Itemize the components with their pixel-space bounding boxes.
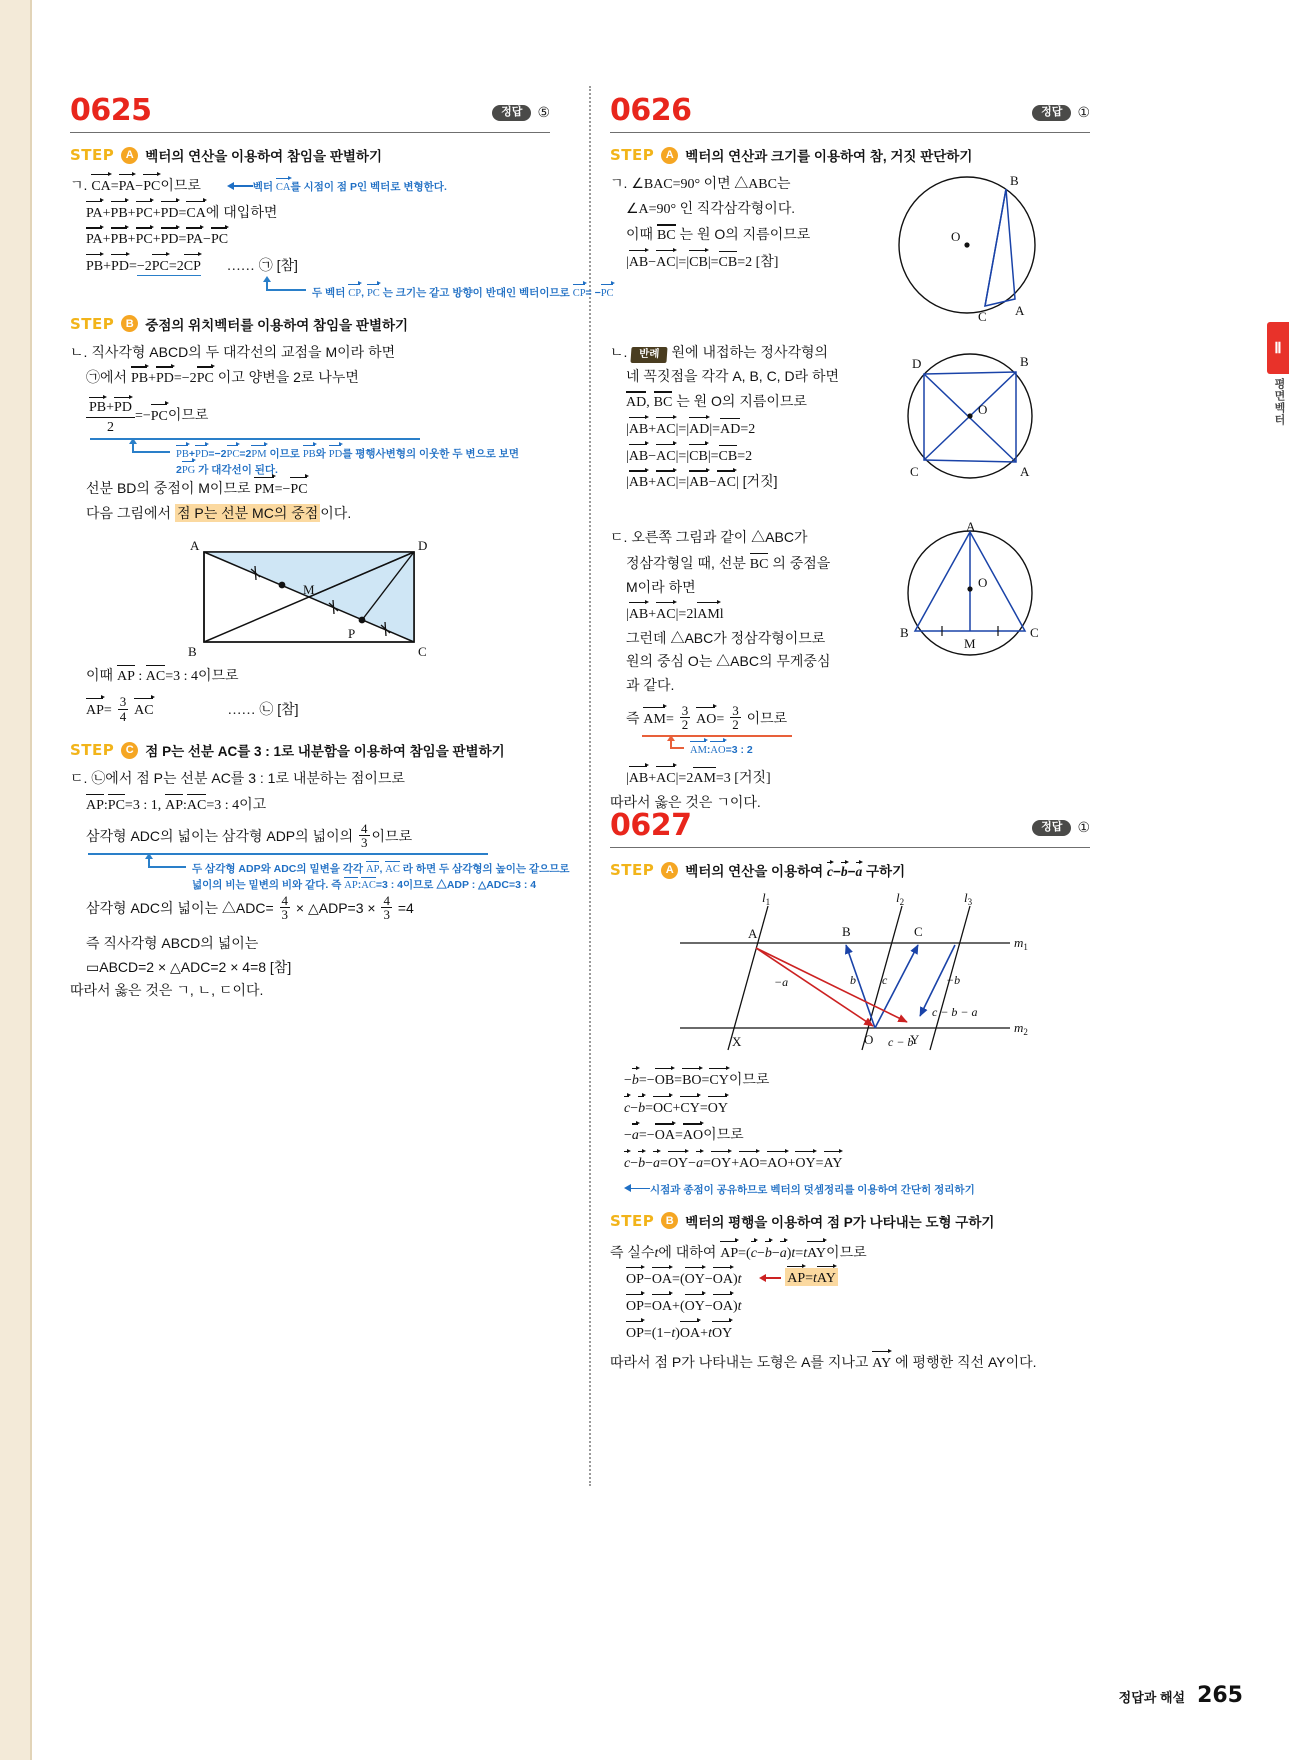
step-a-row xyxy=(70,145,550,165)
header-rule xyxy=(70,132,550,133)
line-n6: |AB+AC|=|AB−AC| [거짓] xyxy=(626,469,1090,494)
step-b-row-0627 xyxy=(610,1211,1090,1231)
label-O: O xyxy=(978,402,988,417)
step-title: 벡터의 연산을 이용하여 c−b−a 구하기 xyxy=(685,860,905,880)
step-word: STEP xyxy=(70,314,115,333)
note-0627-sum: 시점과 종점이 공유하므로 벡터의 덧셈정리를 이용하여 간단히 정리하기 xyxy=(624,1179,1090,1199)
line-d8: 즉 AM= $\frac{3}{2}$ AO= $\frac{3}{2}$ 이므로 xyxy=(626,702,788,733)
note-parallelogram-l2: 2PG 가 대각선이 된다. xyxy=(176,460,278,479)
page-footer xyxy=(1119,1683,1243,1708)
label-B: B xyxy=(188,644,197,660)
left-arrow-icon xyxy=(624,1184,650,1193)
step-title: 점 P는 선분 AC를 3 : 1로 내분함을 이용하여 참임을 판별하기 xyxy=(145,744,505,760)
fraction-pb-pd-over-2: $\frac{PB+PD}{2}$ xyxy=(86,396,135,436)
header-rule xyxy=(610,847,1090,848)
eq-0627-4: c−b−a=OY−a=OY+AO=AO+OY=AY xyxy=(624,1149,1090,1175)
answer-block xyxy=(1032,104,1090,121)
line-n-4: 선분 BD의 중점이 M이므로 PM=−PC xyxy=(86,476,550,501)
line-g3: 이때 BC 는 원 O의 지름이므로 xyxy=(626,222,1090,247)
page-sheet xyxy=(32,0,1289,1760)
line-ap-ac-ratio: 이때 AP : AC=3 : 4이므로 xyxy=(86,663,550,688)
step-title: 벡터의 연산을 이용하여 참임을 판별하기 xyxy=(145,149,382,164)
label-l3: $l_3$ xyxy=(964,890,973,907)
label-A: A xyxy=(966,519,976,534)
label-C: C xyxy=(910,464,919,479)
fraction-4-3: $\frac{4}{3}$ xyxy=(361,820,368,851)
footer-label: 정답과 해설 xyxy=(1118,1690,1186,1705)
callout-cp-pc xyxy=(266,278,614,300)
label-minus-b: −b xyxy=(946,973,961,987)
line-d-5: 즉 직사각형 ABCD의 넓이는 xyxy=(86,935,259,951)
line-g-4: PB+PD=−2PC=2CP …… ㉠ [참] xyxy=(86,253,550,278)
counterexample-badge: 반례 xyxy=(631,347,668,363)
line-0627-s3: OP=OA+(OY−OA)t xyxy=(626,1293,1090,1318)
label-m2: $m_2$ xyxy=(1014,1020,1028,1037)
page-left-margin xyxy=(0,0,30,1760)
note-am-ao: AM:AO=3 : 2 xyxy=(690,740,753,759)
answer-badge: 정답 xyxy=(1032,820,1071,836)
line-d-2: AP:PC=3 : 1, AP:AC=3 : 4이고 xyxy=(86,792,550,817)
step-word: STEP xyxy=(70,741,115,760)
line-d-7: 따라서 옳은 것은 ㄱ, ㄴ, ㄷ이다. xyxy=(70,982,264,999)
line-d-6: ▭ABCD=2 × △ADC=2 × 4=8 [참] xyxy=(86,958,292,975)
line-tail: 이므로 xyxy=(160,177,201,193)
line-d-1: ㄷ. ㉡에서 점 P는 선분 AC를 3 : 1로 내분하는 점이므로 xyxy=(70,770,405,787)
step-title: 벡터의 평행을 이용하여 점 P가 나타내는 도형 구하기 xyxy=(685,1214,995,1230)
answer-block xyxy=(1032,819,1090,836)
header-rule xyxy=(610,132,1090,133)
label-c-minus-b-minus-a: c − b − a xyxy=(932,1005,978,1019)
seg-bc: BC xyxy=(657,222,676,247)
label-X: X xyxy=(732,1034,742,1049)
line-n-2: ㉠에서 PB+PD=−2PC 이고 양변을 2로 나누면 xyxy=(86,365,550,390)
figure-parallel-lines xyxy=(670,888,1090,1058)
problem-0625-header xyxy=(70,93,550,133)
right-column xyxy=(610,93,1090,1377)
label-P: P xyxy=(348,626,356,642)
label-B: B xyxy=(842,924,851,939)
label-O: O xyxy=(864,1032,874,1047)
step-a-row-0627 xyxy=(610,860,1090,880)
answer-value: ① xyxy=(1077,104,1090,120)
label-O: O xyxy=(978,575,988,590)
figure-circle-equilateral xyxy=(882,521,1072,681)
label-M: M xyxy=(303,582,315,598)
answer-value: ① xyxy=(1077,819,1090,835)
answer-block xyxy=(492,104,550,121)
vec-ca-note: CA xyxy=(276,177,291,196)
step-letter-badge: A xyxy=(121,147,138,164)
section-tab-label: 평면벡터 xyxy=(1273,378,1285,426)
step-letter-badge: B xyxy=(661,1212,678,1229)
line-n5: |AB−AC|=|CB|=CB=2 xyxy=(626,443,1090,468)
label-A: A xyxy=(190,538,200,554)
figure-rectangle-abcd xyxy=(182,534,550,659)
line-d-4: 삼각형 ADC의 넓이는 △ADC= $\frac{4}{3}$ × △ADP=3 × $\frac{4}{3}$ =4 xyxy=(86,892,414,923)
figure-circle-square xyxy=(882,338,1072,508)
label-l1: $l_1$ xyxy=(762,890,771,907)
label-Y: Y xyxy=(910,1032,920,1047)
line-d4: |AB+AC|=2lAMl xyxy=(626,601,1090,626)
block-g-0626 xyxy=(610,173,1090,338)
problem-0626-header xyxy=(610,93,1090,133)
label-B: B xyxy=(1010,173,1019,188)
note-area-l1: 두 삼각형 ADP와 ADC의 밑변을 각각 AP, AC 라 하면 두 삼각형의 높이는 같으므로 xyxy=(192,859,570,878)
line-ap-eq: AP= $\frac{3}{4}$ AC …… ㉡ [참] xyxy=(86,693,299,724)
note-area-l2: 넓이의 비는 밑변의 비와 같다. 즉 AP:AC=3 : 4이므로 △ADP : △ADC=3 : 4 xyxy=(192,875,536,894)
line-n2: 네 꼭짓점을 각각 A, B, C, D라 하면 xyxy=(626,367,840,384)
step-word: STEP xyxy=(610,861,655,879)
line-d3: M이라 하면 xyxy=(626,579,696,596)
line-0627-s1: 즉 실수t에 대하여 AP=(c−b−a)t=tAY이므로 xyxy=(610,1239,1090,1265)
note-cp-pc-text: 두 벡터 CP, PC 는 크기는 같고 방향이 반대인 벡터이므로 CP= −PC xyxy=(312,283,614,302)
label-A: A xyxy=(1015,303,1025,318)
section-tab: Ⅱ xyxy=(1267,322,1289,374)
line-n3: AD, BC 는 원 O의 지름이므로 xyxy=(626,389,1090,414)
label-b: b xyxy=(850,973,856,987)
step-word: STEP xyxy=(610,1211,655,1230)
left-arrow-icon xyxy=(227,181,253,190)
eq-0627-2: c−b=OC+CY=OY xyxy=(624,1094,1090,1120)
callout-area-ratio xyxy=(148,855,570,891)
answer-badge: 정답 xyxy=(1032,105,1071,121)
line-d7: 과 같다. xyxy=(626,677,675,694)
label-c-minus-b: c − b xyxy=(888,1035,914,1049)
label-D: D xyxy=(912,356,922,371)
step-title: 중점의 위치벡터를 이용하여 참임을 판별하기 xyxy=(145,317,409,333)
line-g-2: PA+PB+PC+PD=CA에 대입하면 xyxy=(86,200,550,225)
label-B: B xyxy=(1020,354,1029,369)
line-n-1: ㄴ. 직사각형 ABCD의 두 대각선의 교점을 M이라 하면 xyxy=(70,343,396,360)
line-d6: 원의 중심 O는 △ABC의 무게중심 xyxy=(626,653,831,670)
label-M: M xyxy=(964,636,976,651)
problem-number: 0626 xyxy=(610,93,692,128)
step-title: 벡터의 연산과 크기를 이용하여 참, 거짓 판단하기 xyxy=(685,149,973,164)
step-word: STEP xyxy=(610,146,655,164)
label-A: A xyxy=(1020,464,1030,479)
label-C: C xyxy=(418,644,427,660)
step-letter-badge: C xyxy=(121,742,138,759)
step-letter-badge: A xyxy=(661,862,678,879)
highlight-midpoint: 점 P는 선분 MC의 중점 xyxy=(176,504,319,521)
label-O: O xyxy=(951,229,961,244)
fraction-3-4: $\frac{3}{4}$ xyxy=(119,693,127,724)
label-m1: $m_1$ xyxy=(1014,935,1028,952)
callout-parallelogram xyxy=(132,440,550,474)
line-0627-final: 따라서 점 P가 나타내는 도형은 A를 지나고 AY 에 평행한 직선 AY이다. xyxy=(610,1350,1090,1375)
callout-am-ao xyxy=(670,737,1090,759)
line-g-3: PA+PB+PC+PD=PA−PC xyxy=(86,226,550,251)
block-n-0626 xyxy=(610,342,1090,517)
line-g2: ∠A=90° 인 직각삼각형이다. xyxy=(626,201,795,217)
line-0627-s4: OP=(1−t)OA+tOY xyxy=(626,1320,1090,1345)
line-d1: ㄷ. 오른쪽 그림과 같이 △ABC가 xyxy=(610,529,808,545)
problem-0627-header xyxy=(610,808,1090,848)
label-D: D xyxy=(418,538,428,554)
line-n-3: $\frac{PB+PD}{2}$ =−PC이므로 xyxy=(86,396,550,436)
line-d10: 따라서 옳은 것은 ㄱ이다. xyxy=(610,793,761,810)
line-g4: |AB−AC|=|CB|=CB=2 [참] xyxy=(626,249,1090,274)
step-letter-badge: A xyxy=(661,147,678,164)
problem-number: 0627 xyxy=(610,808,692,843)
vec-pc: PC xyxy=(143,173,160,198)
label-c: c xyxy=(882,973,888,987)
problem-number: 0625 xyxy=(70,93,152,128)
seg-ac: AC xyxy=(146,663,165,688)
seg-ap: AP xyxy=(117,663,135,688)
vec-ca: CA xyxy=(91,173,110,198)
label-C: C xyxy=(1030,625,1039,640)
label-B: B xyxy=(900,625,909,640)
vec-pa: PA xyxy=(119,173,136,198)
note-transform: 벡터 CA를 시점이 점 P인 벡터로 변형한다. xyxy=(227,181,447,193)
line-n-5: 다음 그림에서 점 P는 선분 MC의 중점 이다. xyxy=(86,504,352,521)
step-b-row xyxy=(70,314,550,334)
figure-circle-right-triangle xyxy=(882,165,1072,335)
step-a-row xyxy=(610,145,1090,165)
line-n1: ㄴ. 반례 원에 내접하는 정사각형의 xyxy=(610,342,1090,364)
eq-0627-3: −a=−OA=AO이므로 xyxy=(624,1121,1090,1147)
label-minus-a: −a xyxy=(774,975,789,989)
step-letter-badge: B xyxy=(121,315,138,332)
line-d9: |AB+AC|=2AM=3 [거짓] xyxy=(626,765,1090,790)
line-n4: |AB+AC|=|AD|=AD=2 xyxy=(626,416,1090,441)
answer-badge: 정답 xyxy=(492,105,531,121)
answer-value: ⑤ xyxy=(537,104,550,120)
step-c-row xyxy=(70,740,550,760)
block-d-0626 xyxy=(610,519,1090,810)
page-number: 265 xyxy=(1197,1683,1243,1708)
line-d5: 그런데 △ABC가 정삼각형이므로 xyxy=(626,629,826,646)
line-g-1: ㄱ. CA=PA−PC이므로 벡터 CA를 시점이 점 P인 벡터로 변형한다. xyxy=(70,173,550,198)
left-column xyxy=(70,93,614,1004)
note-parallelogram-l1: PB+PD=−2PC=2PM 이므로 PB와 PD를 평행사변형의 이웃한 두 변으로 보면 xyxy=(176,444,519,463)
eq-0627-1: −b=−OB=BO=CY이므로 xyxy=(624,1066,1090,1092)
step-word: STEP xyxy=(70,146,115,164)
highlight-ap-ay: AP=tAY xyxy=(785,1268,838,1286)
label-l2: $l_2$ xyxy=(896,890,905,907)
line-0627-s2: OP−OA=(OY−OA)t AP=tAY xyxy=(626,1266,1090,1291)
label-A: A xyxy=(748,926,758,941)
item-mark-g: ㄱ. xyxy=(70,177,88,193)
line-g1: ㄱ. ∠BAC=90° 이면 △ABC는 xyxy=(610,175,791,192)
line-d2: 정삼각형일 때, 선분 BC 의 중점을 xyxy=(626,551,1090,576)
line-d-3: 삼각형 ADC의 넓이는 삼각형 ADP의 넓이의 $\frac{4}{3}$ 이므로 xyxy=(86,820,413,851)
label-C: C xyxy=(914,924,923,939)
label-C: C xyxy=(978,309,987,324)
